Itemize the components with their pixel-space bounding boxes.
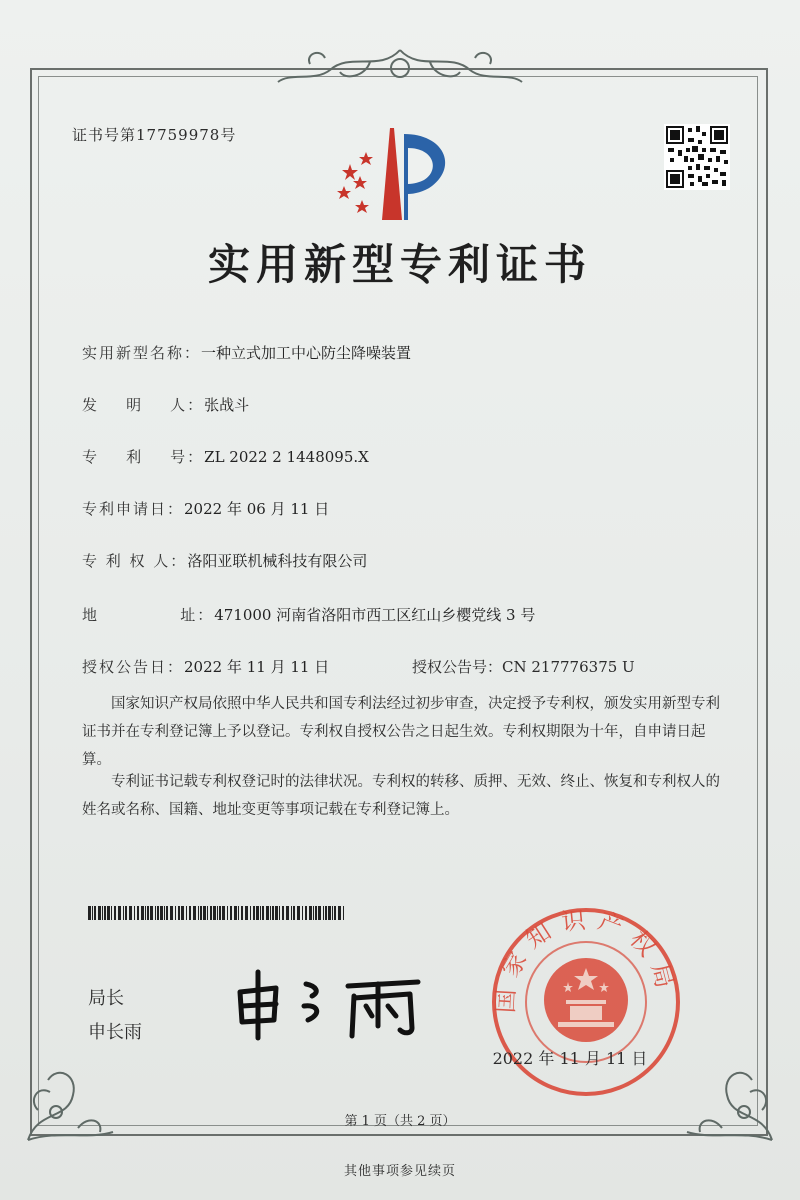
barcode-bar	[111, 906, 112, 920]
barcode-bar	[291, 906, 292, 920]
barcode-bar	[107, 906, 110, 920]
continuation-note: 其他事项参见续页	[343, 1164, 456, 1179]
barcode-bar	[222, 906, 225, 920]
barcode-bar	[286, 906, 289, 920]
barcode-bar	[250, 906, 251, 920]
barcode-bar	[198, 906, 199, 920]
signatory-title: 局长	[88, 988, 124, 1009]
field-value: 2022 年 11 月 11 日	[184, 658, 330, 676]
qr-code-icon	[664, 124, 730, 190]
barcode-bar	[343, 906, 344, 920]
barcode-bar	[88, 906, 91, 920]
barcode-bar	[219, 906, 221, 920]
barcode-bar	[175, 906, 176, 920]
field-label: 实用新型名称：	[82, 344, 202, 362]
barcode-bar	[217, 906, 218, 920]
seal-date: 2022 年 11 月 11 日	[492, 1049, 648, 1068]
barcode-bar	[92, 906, 93, 920]
barcode-bar	[145, 906, 146, 920]
barcode-bar	[318, 906, 321, 920]
barcode-bar	[98, 906, 101, 920]
barcode-bar	[118, 906, 121, 920]
barcode-bar	[334, 906, 336, 920]
barcode-bar	[129, 906, 132, 920]
barcode-bar	[157, 906, 159, 920]
barcode-bar	[305, 906, 307, 920]
svg-text:国家知识产权局: 国家知识产权局	[491, 905, 682, 1014]
field-value: CN 217776375 U	[502, 658, 635, 676]
barcode-bar	[262, 906, 264, 920]
barcode-bar	[94, 906, 96, 920]
barcode-bar	[279, 906, 280, 920]
barcode-icon	[88, 906, 348, 920]
barcode-bar	[160, 906, 163, 920]
barcode-bar	[270, 906, 271, 920]
field-value: 一种立式加工中心防尘降噪装置	[201, 344, 412, 362]
barcode-bar	[309, 906, 312, 920]
barcode-bar	[230, 906, 232, 920]
barcode-bar	[253, 906, 255, 920]
barcode-bar	[282, 906, 284, 920]
certificate-title: 实用新型专利证书	[207, 240, 592, 289]
signature-icon	[228, 962, 428, 1042]
signatory-name: 申长雨	[88, 1022, 142, 1043]
barcode-bar	[193, 906, 196, 920]
certificate-number: 证书号第17759978号	[72, 126, 237, 144]
barcode-bar	[241, 906, 243, 920]
barcode-bar	[260, 906, 261, 920]
barcode-bar	[328, 906, 331, 920]
field-label: 授权公告号：	[412, 658, 503, 676]
field-address	[82, 604, 535, 625]
barcode-bar	[275, 906, 278, 920]
barcode-bar	[323, 906, 324, 920]
field-value: 张战斗	[204, 396, 250, 414]
patent-office-emblem-icon	[332, 124, 468, 224]
barcode-bar	[210, 906, 212, 920]
barcode-bar	[123, 906, 124, 920]
field-value: 2022 年 06 月 11 日	[184, 500, 330, 518]
field-patent-number	[82, 446, 369, 467]
barcode-bar	[302, 906, 303, 920]
barcode-bar	[266, 906, 269, 920]
legal-status-paragraph: 专利证书记载专利权登记时的法律状况。专利权的转移、质押、无效、终止、恢复和专利权人的姓名或名称、国籍、地址变更等事项记载在专利登记簿上。	[82, 774, 720, 818]
barcode-bar	[134, 906, 135, 920]
official-seal-icon	[488, 904, 684, 1100]
barcode-bar	[272, 906, 274, 920]
barcode-bar	[125, 906, 127, 920]
barcode-bar	[164, 906, 165, 920]
field-label: 专 利 权 人：	[82, 552, 188, 570]
grant-statement-paragraph: 国家知识产权局依照中华人民共和国专利法经过初步审查，决定授予专利权，颁发实用新型专利证书并在专利登记簿上予以登记。专利权自授权公告之日起生效。专利权期限为十年，自申请日起算。	[82, 696, 720, 768]
barcode-bar	[170, 906, 173, 920]
field-grant-number	[412, 656, 635, 677]
barcode-bar	[104, 906, 106, 920]
barcode-bar	[234, 906, 237, 920]
field-value: 洛阳亚联机械科技有限公司	[187, 552, 368, 570]
field-filing-date	[82, 498, 329, 519]
barcode-bar	[256, 906, 259, 920]
barcode-bar	[147, 906, 149, 920]
barcode-bar	[297, 906, 300, 920]
field-label: 专 利 号：	[82, 448, 205, 466]
field-value: 471000 河南省洛阳市西工区红山乡樱党线 3 号	[214, 606, 536, 624]
barcode-bar	[332, 906, 333, 920]
barcode-bar	[293, 906, 295, 920]
barcode-bar	[189, 906, 191, 920]
barcode-bar	[186, 906, 187, 920]
barcode-bar	[313, 906, 314, 920]
barcode-bar	[155, 906, 156, 920]
barcode-bar	[338, 906, 341, 920]
field-inventor	[82, 394, 249, 415]
barcode-bar	[150, 906, 153, 920]
barcode-bar	[325, 906, 327, 920]
field-label: 授权公告日：	[82, 658, 185, 676]
barcode-bar	[227, 906, 228, 920]
barcode-bar	[315, 906, 317, 920]
barcode-bar	[213, 906, 216, 920]
field-label: 发 明 人：	[82, 396, 205, 414]
top-ornament-icon	[270, 42, 530, 92]
field-label: 专利申请日：	[82, 500, 185, 518]
page-indicator: 第 1 页（共 2 页）	[344, 1114, 456, 1129]
barcode-bar	[141, 906, 144, 920]
barcode-bar	[200, 906, 202, 920]
barcode-bar	[137, 906, 139, 920]
field-utility-model-name	[82, 342, 411, 363]
field-grant-date	[82, 656, 329, 677]
barcode-bar	[203, 906, 206, 920]
field-label: 地 址：	[82, 606, 215, 624]
barcode-bar	[245, 906, 248, 920]
field-patentee	[82, 550, 367, 571]
barcode-bar	[181, 906, 184, 920]
field-value: ZL 2022 2 1448095.X	[204, 448, 369, 466]
barcode-bar	[178, 906, 180, 920]
barcode-bar	[207, 906, 208, 920]
barcode-bar	[238, 906, 239, 920]
barcode-bar	[166, 906, 168, 920]
barcode-bar	[114, 906, 116, 920]
barcode-bar	[102, 906, 103, 920]
